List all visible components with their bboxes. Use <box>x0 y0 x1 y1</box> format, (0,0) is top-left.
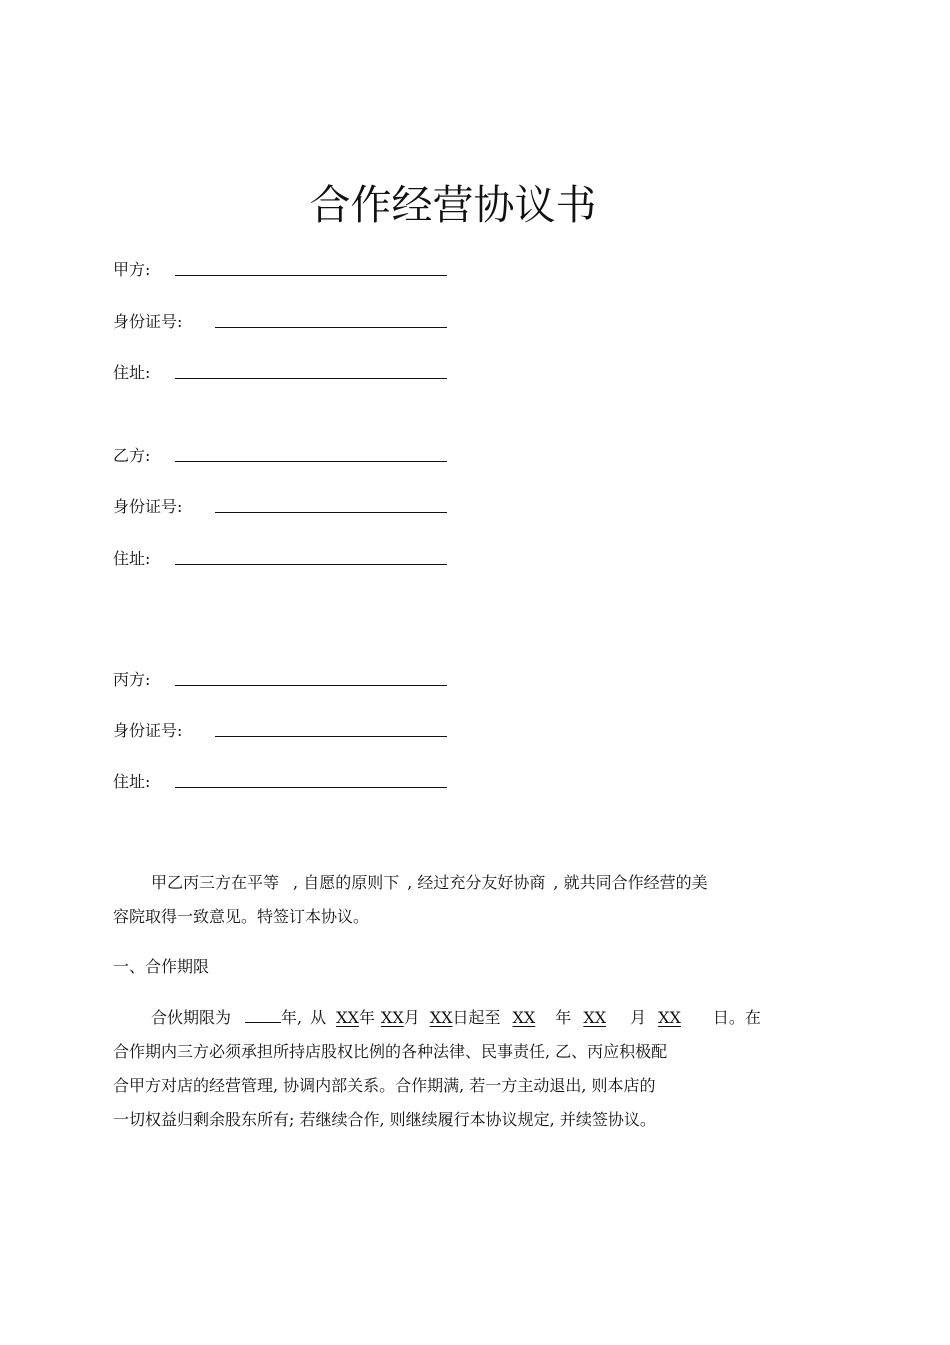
party-a-address-label: 住址: <box>113 363 151 382</box>
start-year-word: 年 <box>358 1008 375 1027</box>
term-year-word: 年, <box>281 1008 303 1027</box>
start-month-word: 月 <box>403 1008 420 1027</box>
party-b-id-label: 身份证号: <box>113 497 183 516</box>
section-1-paragraph <box>113 1001 833 1137</box>
end-year-value[interactable]: XX <box>512 1008 536 1027</box>
term-intro-text: 合伙期限为 <box>151 1008 232 1027</box>
end-month-word: 月 <box>630 1008 647 1027</box>
party-c-label: 丙方: <box>113 670 151 689</box>
start-year-value[interactable]: XX <box>336 1008 359 1027</box>
start-month-value[interactable]: XX <box>380 1008 404 1027</box>
party-b-address-label: 住址: <box>113 549 151 568</box>
end-day-value[interactable]: XX <box>658 1008 681 1027</box>
intro-text-a: 甲乙丙三方在平等 <box>151 873 280 892</box>
term-line-2: 合作期内三方必须承担所持店股权比例的各种法律、民事责任, 乙、丙应积极配 <box>113 1042 668 1061</box>
end-year-word: 年 <box>555 1008 572 1027</box>
document-title: 合作经营协议书 <box>309 181 597 229</box>
party-a-address-blank-line <box>175 378 447 379</box>
term-line-4: 一切权益归剩余股东所有; 若继续合作, 则继续履行本协议规定, 并续签协议。 <box>113 1110 656 1129</box>
party-c-blank-line <box>175 685 447 686</box>
start-to-word: 日起至 <box>452 1008 501 1027</box>
party-a-blank-line <box>175 275 447 276</box>
term-from-word: 从 <box>310 1008 327 1027</box>
party-a-id-label: 身份证号: <box>113 312 183 331</box>
end-month-value[interactable]: XX <box>583 1008 607 1027</box>
intro-text-d: , 就共同合作经营的美 <box>553 873 708 892</box>
party-c-id-label: 身份证号: <box>113 721 183 740</box>
party-c-id-blank-line <box>215 736 447 737</box>
party-b-label: 乙方: <box>113 446 151 465</box>
intro-paragraph <box>113 866 833 934</box>
party-a-label: 甲方: <box>113 260 151 279</box>
party-b-address-blank-line <box>175 564 447 565</box>
term-line-1 <box>113 1001 833 1035</box>
intro-line-2: 容院取得一致意见。特签订本协议。 <box>113 907 370 926</box>
end-day-word: 日。在 <box>712 1008 761 1027</box>
intro-text-c: , 经过充分友好协商 <box>407 873 546 892</box>
party-b-blank-line <box>175 461 447 462</box>
party-b-id-blank-line <box>215 512 447 513</box>
party-c-address-label: 住址: <box>113 772 151 791</box>
party-c-address-blank-line <box>175 787 447 788</box>
section-1-heading: 一、合作期限 <box>113 957 210 976</box>
intro-line-1 <box>113 866 833 900</box>
term-years-blank[interactable] <box>245 1008 281 1023</box>
party-a-id-blank-line <box>215 327 447 328</box>
term-line-3: 合甲方对店的经营管理, 协调内部关系。合作期满, 若一方主动退出, 则本店的 <box>113 1076 656 1095</box>
start-day-value[interactable]: XX <box>429 1008 453 1027</box>
intro-text-b: , 自愿的原则下 <box>293 873 400 892</box>
